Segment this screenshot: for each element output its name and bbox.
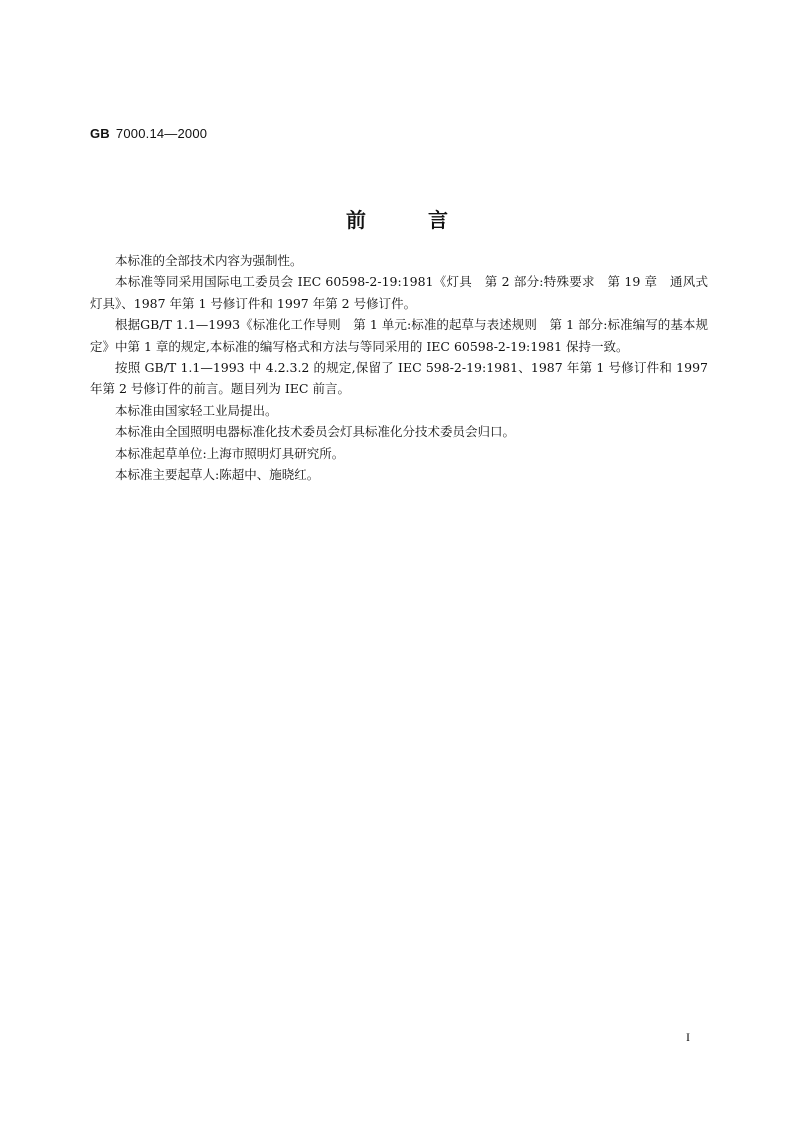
foreword-body xyxy=(90,250,708,485)
page-title xyxy=(0,204,794,233)
standard-number: 7000.14—2000 xyxy=(115,126,208,141)
title-char-1: 前 xyxy=(346,208,366,232)
title-char-2: 言 xyxy=(428,208,448,232)
paragraph-drafters: 本标准主要起草人:陈超中、施晓红。 xyxy=(115,467,320,483)
paragraph-foreword-retention: 按照 GB/T 1.1—1993 中 4.2.3.2 的规定,保留了 IEC 598-2-19:1981、1987 年第 1 号修订件和 1997 年第 2 号修订件的前言。题目列为 IEC 前言。 xyxy=(90,360,708,397)
paragraph-committee: 本标准由全国照明电器标准化技术委员会灯具标准化分技术委员会归口。 xyxy=(115,424,516,440)
page-number: I xyxy=(686,1030,690,1044)
paragraph-format-basis: 根据GB/T 1.1—1993《标准化工作导则 第 1 单元:标准的起草与表述规则 第 1 部分:标准编写的基本规定》中第 1 章的规定,本标准的编写格式和方法与等同采用的 IEC 60598-2-19:1981 保持一致。 xyxy=(90,317,708,354)
paragraph-drafting-unit: 本标准起草单位:上海市照明灯具研究所。 xyxy=(115,445,345,461)
paragraph-proposer: 本标准由国家轻工业局提出。 xyxy=(115,402,278,418)
standard-prefix: GB xyxy=(90,126,110,141)
standard-code-header xyxy=(90,126,207,141)
paragraph-equivalence: 本标准等同采用国际电工委员会 IEC 60598-2-19:1981《灯具 第 2 部分:特殊要求 第 19 章 通风式灯具》、1987 年第 1 号修订件和 1997 年第 2 号修订件。 xyxy=(90,274,708,311)
paragraph-mandatory: 本标准的全部技术内容为强制性。 xyxy=(115,253,303,268)
